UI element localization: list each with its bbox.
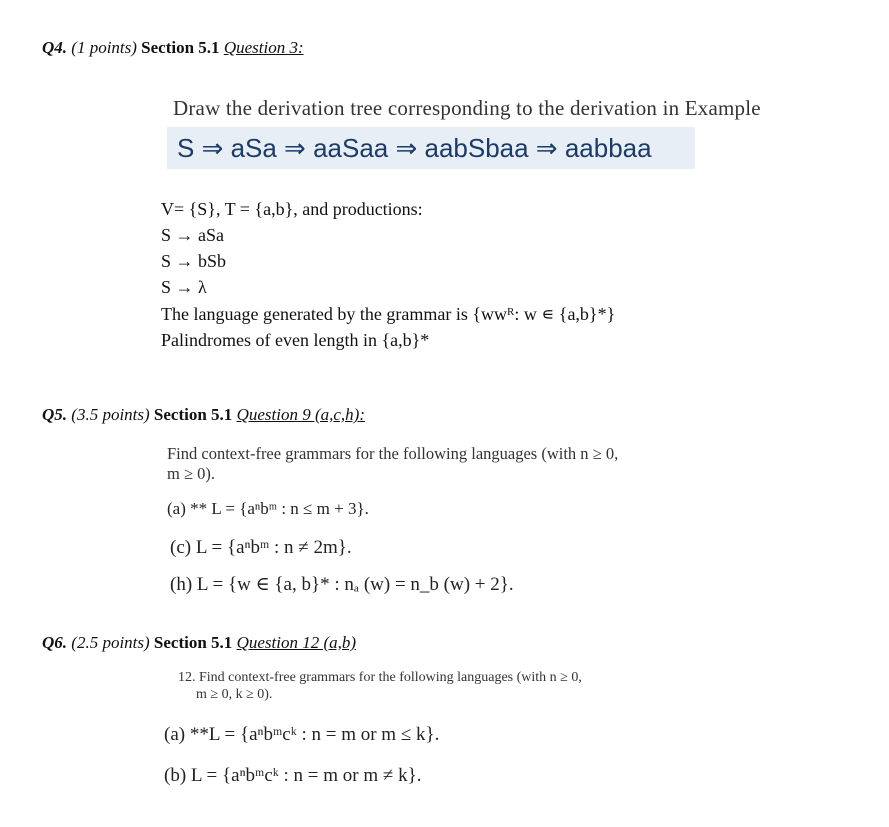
q5-points: (3.5 points) xyxy=(71,405,150,424)
q6-points: (2.5 points) xyxy=(71,633,150,652)
q5-instruction-1: Find context-free grammars for the following languages (with n ≥ 0, xyxy=(167,444,619,463)
q4-header xyxy=(42,38,304,58)
q6-number: Q6. xyxy=(42,633,68,652)
q4-question-link[interactable]: Question 3: xyxy=(223,38,304,57)
q4-instruction: Draw the derivation tree corresponding to the derivation in Example xyxy=(173,96,761,120)
q5-item-h: (h) L = {w ∈ {a, b}* : nₐ (w) = n_b (w) + 2}. xyxy=(170,574,514,595)
q6-item-b: (b) L = {aⁿbᵐcᵏ : n = m or m ≠ k}. xyxy=(164,765,422,786)
q6-header xyxy=(42,633,356,653)
q5-instruction-2: m ≥ 0). xyxy=(167,464,216,483)
q5-item-c: (c) L = {aⁿbᵐ : n ≠ 2m}. xyxy=(170,537,352,558)
q5-question-link[interactable]: Question 9 (a,c,h): xyxy=(236,405,365,424)
q4-number: Q4. xyxy=(42,38,68,57)
q5-number: Q5. xyxy=(42,405,68,424)
q5-header xyxy=(42,405,365,425)
q5-item-a: (a) ** L = {aⁿbᵐ : n ≤ m + 3}. xyxy=(167,499,369,518)
q4-language-line: The language generated by the grammar is {wwᴿ: w ∊ {a,b}*} xyxy=(161,304,616,324)
q4-production-2: S → bSb xyxy=(161,251,227,271)
q6-instruction-1: 12. Find context-free grammars for the following languages (with n ≥ 0, xyxy=(178,670,582,685)
q6-instruction-2: m ≥ 0, k ≥ 0). xyxy=(196,687,273,702)
q4-section: Section 5.1 xyxy=(141,38,220,57)
q6-item-a: (a) **L = {aⁿbᵐcᵏ : n = m or m ≤ k}. xyxy=(164,724,440,745)
q4-production-1: S → aSa xyxy=(161,225,224,245)
q4-palindrome-line: Palindromes of even length in {a,b}* xyxy=(161,330,430,350)
q4-points: (1 points) xyxy=(71,38,137,57)
q6-section: Section 5.1 xyxy=(153,633,233,652)
q4-production-3: S → λ xyxy=(161,277,207,297)
q6-question-link[interactable]: Question 12 (a,b) xyxy=(236,633,357,652)
q4-grammar-line: V= {S}, T = {a,b}, and productions: xyxy=(161,199,423,219)
q5-section: Section 5.1 xyxy=(153,405,233,424)
q4-derivation: S ⇒ aSa ⇒ aaSaa ⇒ aabSbaa ⇒ aabbaa xyxy=(167,127,695,169)
